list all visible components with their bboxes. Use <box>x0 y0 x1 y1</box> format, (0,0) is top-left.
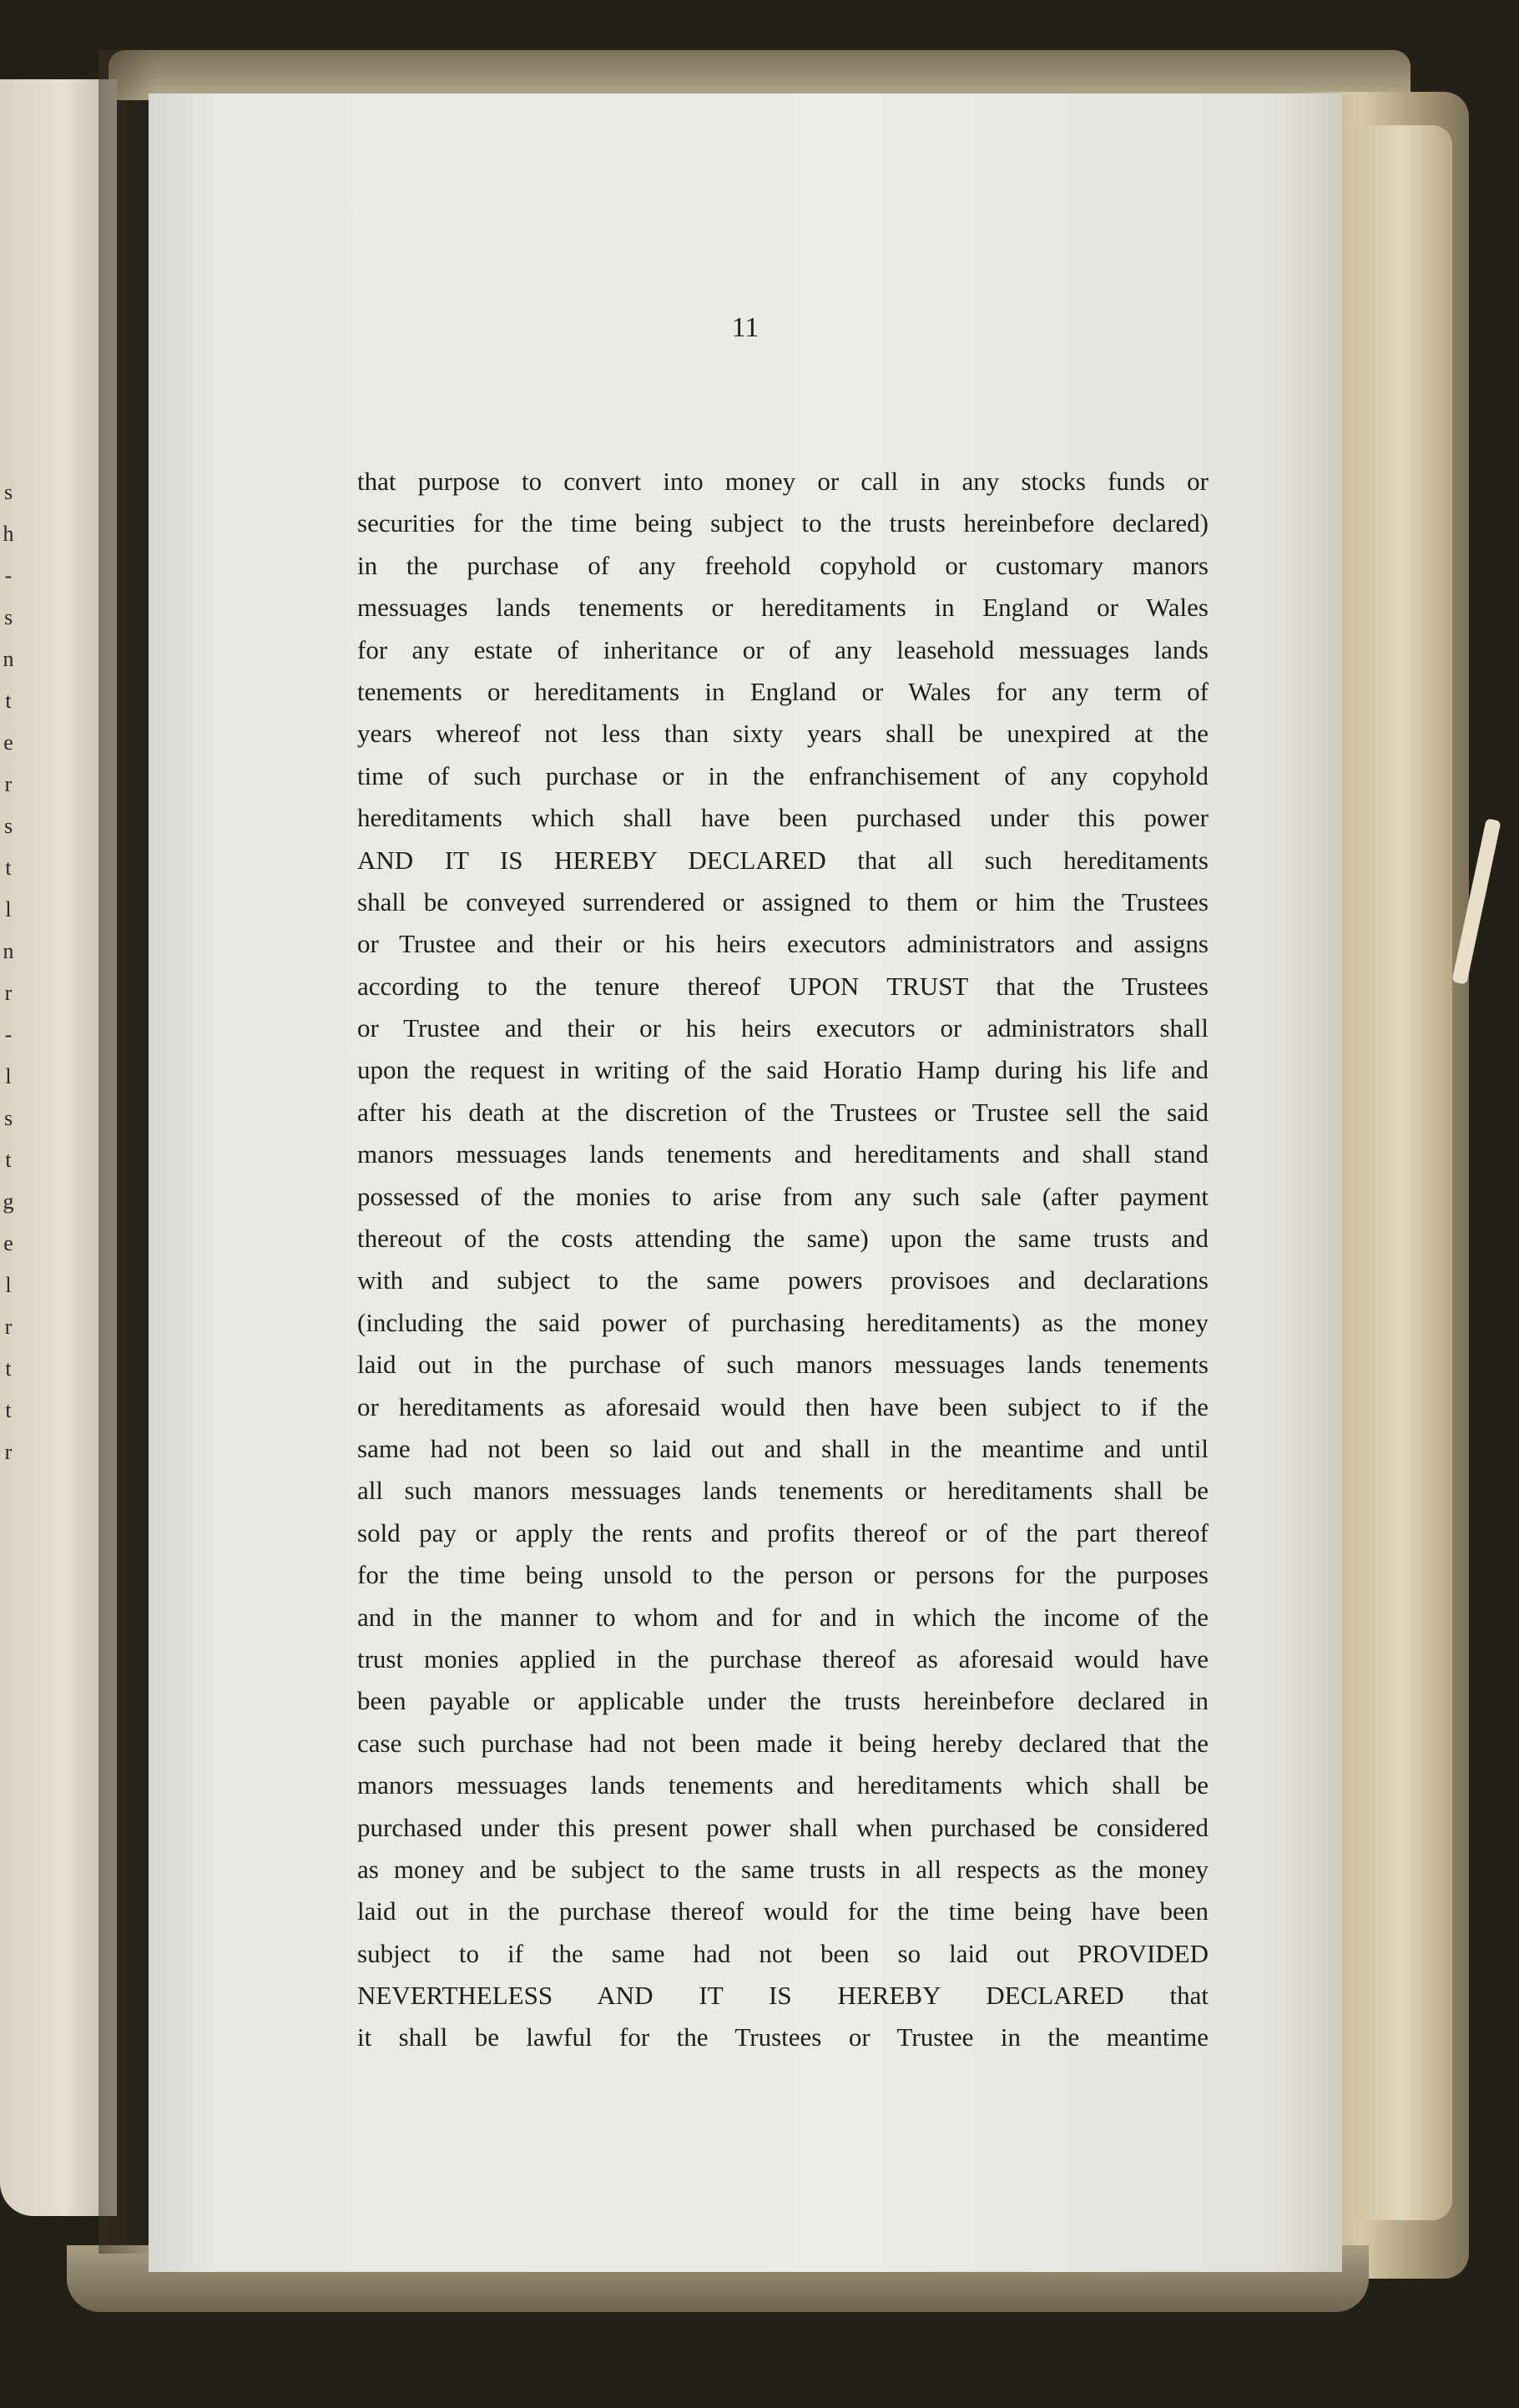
margin-fragment: - <box>4 563 13 588</box>
text-line: sold pay or apply the rents and profits thereof or of the part thereof <box>357 1517 1209 1547</box>
margin-fragment: e <box>3 730 13 755</box>
margin-fragment: s <box>3 605 13 629</box>
margin-fragment: n <box>3 939 14 963</box>
margin-fragment: t <box>5 1398 12 1422</box>
text-line: (including the said power of purchasing hereditaments) as the money <box>357 1307 1209 1337</box>
text-line: all such manors messuages lands tenements or hereditaments shall be <box>357 1476 1209 1506</box>
previous-page-line-endings <box>0 480 17 1482</box>
text-line: case such purchase had not been made it being hereby declared that the <box>357 1728 1209 1758</box>
margin-fragment: r <box>4 1440 13 1464</box>
margin-fragment: g <box>3 1189 14 1214</box>
margin-fragment: l <box>5 1273 12 1297</box>
document-page <box>149 93 1342 2272</box>
margin-fragment: r <box>4 1315 13 1339</box>
text-line: upon the request in writing of the said Horatio Hamp during his life and <box>357 1055 1209 1085</box>
margin-fragment: s <box>3 480 13 504</box>
margin-fragment: e <box>3 1231 13 1255</box>
text-line: thereout of the costs attending the same) upon the same trusts and <box>357 1224 1209 1254</box>
text-line: hereditaments which shall have been purchased under this power <box>357 803 1209 833</box>
margin-fragment: n <box>3 647 14 671</box>
text-line: or Trustee and their or his heirs executors administrators and assigns <box>357 929 1209 959</box>
text-line: same had not been so laid out and shall in the meantime and until <box>357 1433 1209 1463</box>
text-line: or hereditaments as aforesaid would then have been subject to if the <box>357 1391 1209 1421</box>
text-line: been payable or applicable under the trusts hereinbefore declared in <box>357 1686 1209 1716</box>
margin-fragment: h <box>3 522 14 546</box>
margin-fragment: s <box>3 1106 13 1130</box>
margin-fragment: t <box>5 689 12 713</box>
text-line: in the purchase of any freehold copyhold or customary manors <box>357 550 1209 580</box>
text-line: possessed of the monies to arise from any such sale (after payment <box>357 1181 1209 1211</box>
page-number: 11 <box>731 312 760 343</box>
text-line: messuages lands tenements or hereditaments in England or Wales <box>357 593 1209 623</box>
text-line: securities for the time being subject to the trusts hereinbefore declared) <box>357 508 1209 538</box>
body-text <box>357 461 1209 2059</box>
text-line: purchased under this present power shall when purchased be considered <box>357 1812 1209 1842</box>
book-top-edge <box>108 50 1410 100</box>
text-line: it shall be lawful for the Trustees or Trustee in the meantime <box>357 2022 1209 2052</box>
margin-fragment: r <box>4 981 13 1005</box>
text-line: laid out in the purchase of such manors messuages lands tenements <box>357 1350 1209 1380</box>
text-line: manors messuages lands tenements and hereditaments which shall be <box>357 1770 1209 1800</box>
text-line: after his death at the discretion of the Trustees or Trustee sell the said <box>357 1097 1209 1127</box>
text-line: according to the tenure thereof UPON TRUST that the Trustees <box>357 971 1209 1001</box>
text-line: tenements or hereditaments in England or Wales for any term of <box>357 676 1209 706</box>
text-line: and in the manner to whom and for and in which the income of the <box>357 1602 1209 1632</box>
text-line: NEVERTHELESS AND IT IS HEREBY DECLARED that <box>357 1981 1209 2011</box>
margin-fragment: t <box>5 1356 12 1381</box>
margin-fragment: t <box>5 1148 12 1172</box>
text-line: AND IT IS HEREBY DECLARED that all such hereditaments <box>357 845 1209 875</box>
margin-fragment: r <box>4 772 13 796</box>
text-line: manors messuages lands tenements and hereditaments and shall stand <box>357 1139 1209 1169</box>
text-line: as money and be subject to the same trusts in all respects as the money <box>357 1854 1209 1884</box>
margin-fragment: l <box>5 1064 12 1088</box>
text-line: that purpose to convert into money or call in any stocks funds or <box>357 467 1209 496</box>
text-line: trust monies applied in the purchase thereof as aforesaid would have <box>357 1643 1209 1673</box>
page-edges-inner <box>1352 125 1452 2220</box>
text-line: laid out in the purchase thereof would for the time being have been <box>357 1896 1209 1926</box>
text-line: shall be conveyed surrendered or assigned to them or him the Trustees <box>357 886 1209 916</box>
text-line: with and subject to the same powers provisoes and declarations <box>357 1265 1209 1295</box>
margin-fragment: - <box>4 1022 13 1047</box>
text-line: years whereof not less than sixty years shall be unexpired at the <box>357 719 1209 749</box>
text-line: for the time being unsold to the person or persons for the purposes <box>357 1560 1209 1590</box>
margin-fragment: t <box>5 856 12 880</box>
text-line: subject to if the same had not been so laid out PROVIDED <box>357 1938 1209 1968</box>
text-line: for any estate of inheritance or of any leasehold messuages lands <box>357 634 1209 664</box>
text-line: or Trustee and their or his heirs executors or administrators shall <box>357 1013 1209 1043</box>
margin-fragment: s <box>3 814 13 838</box>
margin-fragment: l <box>5 897 12 921</box>
text-line: time of such purchase or in the enfranchisement of any copyhold <box>357 760 1209 790</box>
